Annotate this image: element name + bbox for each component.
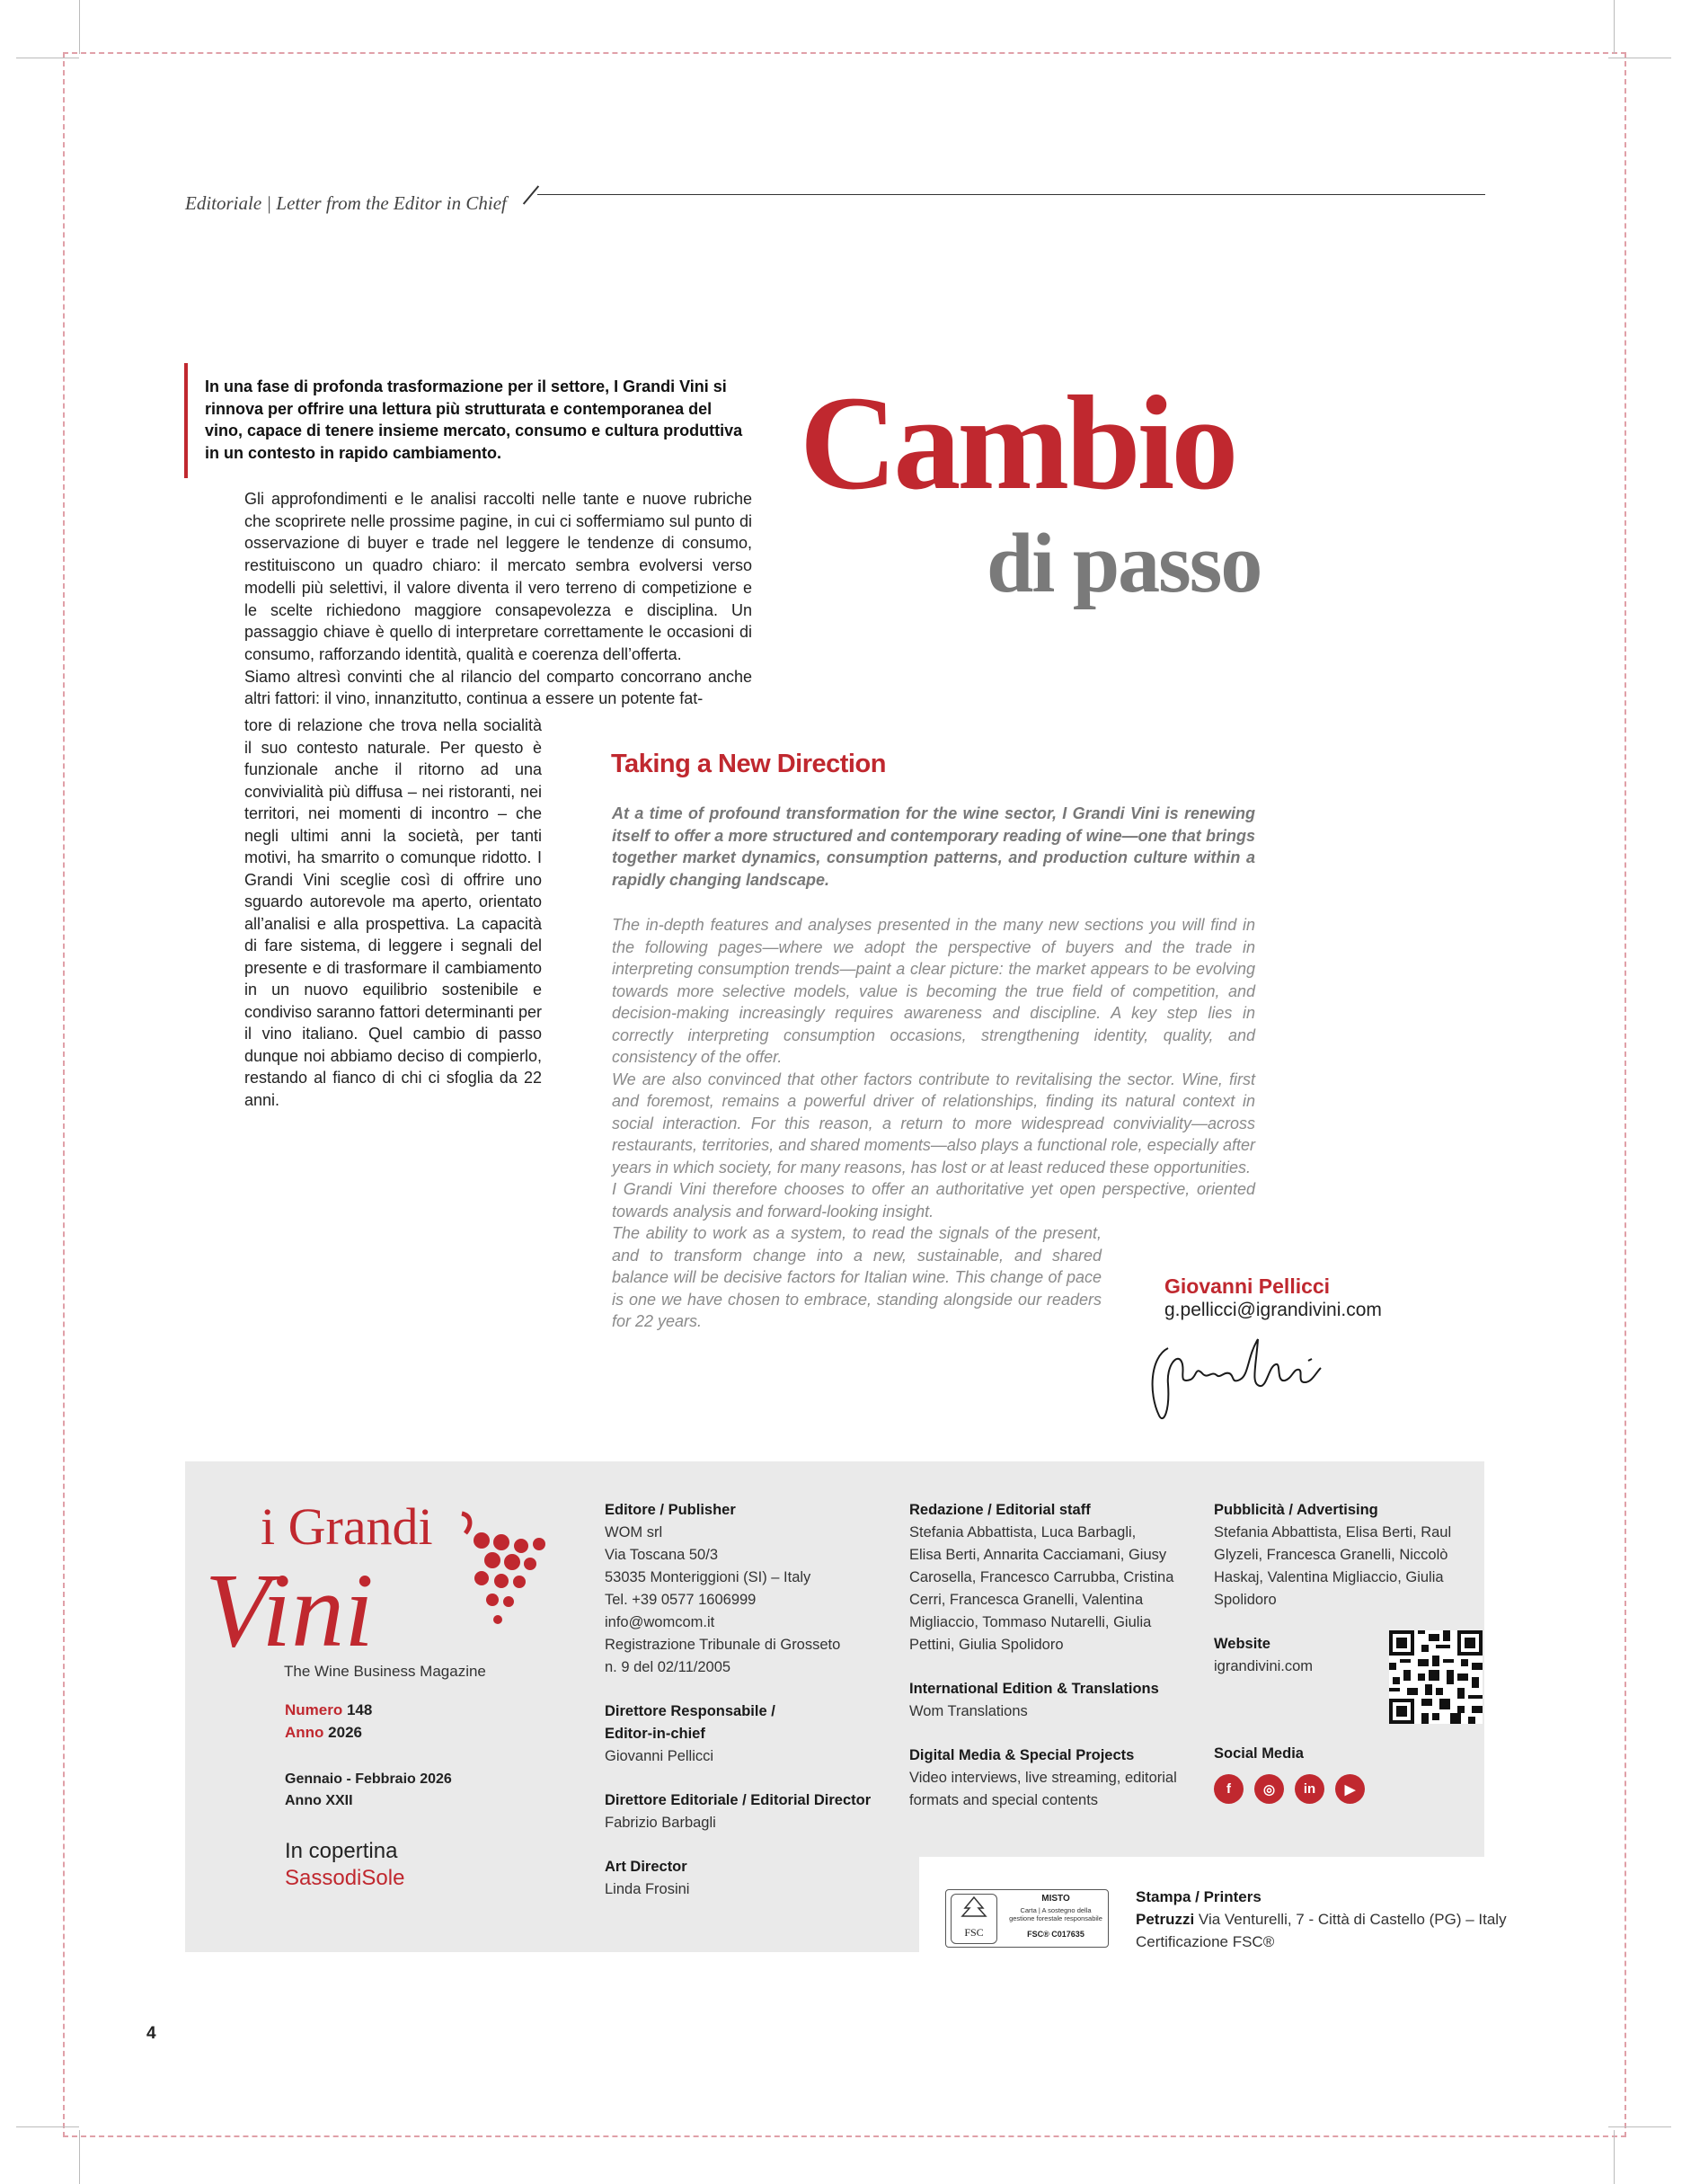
masthead-column-publisher	[605, 1499, 874, 1901]
italian-body-narrow: tore di relazione che trova nella socialità il suo contesto naturale. Per questo è funzionale anche il ritorno ad una convivialità più diffusa – nei ristoranti, nei territori, nei momenti di incontro – che negli ultimi anni la società, per tanti motivi, ha smarrito o comunque ridotto. I Grandi Vini sceglie così di offrire uno sguardo autorevole ma aperto, orientato all’analisi e alla prospettiva. La capacità di fare sistema, di leggere i segnali del presente e di trasformare il cambiamento in un nuovo equilibrio sostenibile e condiviso saranno fattori determinanti per il vino italiano. Quel cambio di passo dunque noi abbiamo deciso di compierlo, restando al fianco di chi ci sfoglia da 22 anni.	[244, 716, 542, 1109]
section-header: Editoriale | Letter from the Editor in Chief	[185, 192, 507, 214]
grape-icon	[462, 1514, 545, 1624]
director-name: Giovanni Pellicci	[605, 1748, 714, 1764]
italian-paragraph-2: Siamo altresì convinti che al rilancio del comparto concorrano anche altri fattori: il vino, innanzitutto, continua a essere un potente fat-	[244, 667, 752, 708]
issue-months: Gennaio - Febbraio 2026	[285, 1771, 452, 1787]
headline-main: Cambio	[800, 368, 1235, 518]
director-heading-1: Direttore Responsabile /	[605, 1703, 775, 1719]
staff-line: Migliaccio, Tommaso Nutarelli, Giulia	[909, 1614, 1152, 1630]
trim-mark	[79, 2130, 80, 2184]
art-director-name: Linda Frosini	[605, 1881, 690, 1897]
english-paragraph-3b: The ability to work as a system, to read the signals of the present, and to transform change into a new, sustainable, and shared balance will be decisive factors for Italian wine. This change of pace is one we have chosen to embrace, standing alongside our readers for 22 years.	[612, 1224, 1102, 1330]
publisher-heading: Editore / Publisher	[605, 1502, 736, 1518]
issue-info	[285, 1699, 372, 1744]
author-email[interactable]: g.pellicci@igrandivini.com	[1164, 1300, 1382, 1320]
header-slash	[523, 185, 539, 204]
instagram-icon[interactable]: ◎	[1254, 1774, 1284, 1804]
editorial-director-name: Fabrizio Barbagli	[605, 1815, 716, 1831]
crop-mark-right	[1624, 52, 1626, 2137]
english-lead: At a time of profound transformation for the wine sector, I Grandi Vini is renewing itself to offer a more structured and contemporary reading of wine—one that brings together market dynamics, consumption patterns, and production culture within a rapidly changing landscape.	[612, 804, 1255, 889]
publisher-line: Via Toscana 50/3	[605, 1547, 718, 1563]
linkedin-icon[interactable]: in	[1295, 1774, 1324, 1804]
website-heading: Website	[1214, 1636, 1270, 1652]
advertising-line: Stefania Abbattista, Elisa Berti, Raul	[1214, 1524, 1452, 1540]
anno-label: Anno	[285, 1724, 324, 1741]
staff-line: Cerri, Francesca Granelli, Valentina	[909, 1592, 1144, 1608]
lead-accent-bar	[184, 363, 188, 478]
issue-period	[285, 1769, 452, 1812]
publisher-line: Registrazione Tribunale di Grosseto	[605, 1637, 841, 1653]
publisher-line: WOM srl	[605, 1524, 663, 1540]
printers-name: Petruzzi	[1136, 1911, 1195, 1928]
advertising-line: Glyzeli, Francesca Granelli, Niccolò	[1214, 1547, 1448, 1563]
crop-mark-left	[63, 52, 65, 2137]
fsc-misto: MISTO	[1041, 1894, 1070, 1904]
issue-year-roman: Anno XXII	[285, 1793, 353, 1808]
printers-heading: Stampa / Printers	[1136, 1888, 1262, 1905]
advertising-heading: Pubblicità / Advertising	[1214, 1502, 1378, 1518]
cover-label: In copertina	[285, 1839, 398, 1863]
fsc-tree-icon	[951, 1894, 997, 1944]
page-number: 4	[146, 2024, 156, 2043]
publisher-line: info@womcom.it	[605, 1614, 715, 1630]
magazine-tagline: The Wine Business Magazine	[284, 1663, 486, 1680]
social-heading: Social Media	[1214, 1745, 1304, 1762]
printers-cert: Certificazione FSC®	[1136, 1933, 1275, 1950]
italian-paragraph-1: Gli approfondimenti e le analisi raccolti nelle tante e nuove rubriche che scoprirete nelle prossime pagine, in cui ci soffermiamo sul punto di osservazione di buyer e trade nel leggere le tendenze di consumo, restituiscono un quadro chiaro: il mercato sembra evolversi verso modelli più selettivi, il valore diventa il vero terreno di competizione e le scelte richiedono maggiore consapevolezza e disciplina. Un passaggio chiave è quello di interpretare correttamente le occasioni di consumo, rafforzando identità, qualità e coerenza dell’offerta.	[244, 490, 752, 663]
numero-label: Numero	[285, 1701, 343, 1718]
staff-line: Pettini, Giulia Spolidoro	[909, 1637, 1064, 1653]
digital-line: formats and special contents	[909, 1792, 1099, 1808]
digital-line: Video interviews, live streaming, editorial	[909, 1770, 1177, 1786]
logo-line-2: Vini	[205, 1551, 374, 1668]
logo-line-1: i Grandi	[261, 1497, 433, 1556]
publisher-line: 53035 Monteriggioni (SI) – Italy	[605, 1569, 811, 1585]
advertising-line: Haskaj, Valentina Migliaccio, Giulia	[1214, 1569, 1444, 1585]
english-paragraph-2: We are also convinced that other factors contribute to revitalising the sector. Wine, first and foremost, remains a powerful driver of relationships, finding its natural context in social interaction. For this reason, a return to more widespread conviviality—across restaurants, territories, and shared moments—also plays a functional role, especially after years in which society, for many reasons, has lost or at least reduced these opportunities.	[612, 1070, 1255, 1176]
english-paragraph-3: I Grandi Vini therefore chooses to offer an authoritative yet open perspective, oriented towards analysis and forward-looking insight.	[612, 1180, 1255, 1221]
staff-line: Stefania Abbattista, Luca Barbagli,	[909, 1524, 1137, 1540]
trim-mark	[1614, 2130, 1615, 2184]
magazine-logo	[196, 1488, 555, 1673]
anno-value: 2026	[328, 1724, 362, 1741]
headline-sub: di passo	[987, 517, 1262, 610]
fsc-code: FSC® C017635	[1027, 1930, 1084, 1939]
website-link[interactable]: igrandivini.com	[1214, 1658, 1314, 1674]
english-title: Taking a New Direction	[611, 750, 886, 778]
trim-mark	[1614, 0, 1615, 54]
publisher-line: n. 9 del 02/11/2005	[605, 1659, 731, 1675]
signature	[1141, 1330, 1339, 1434]
staff-line: Carosella, Francesco Carrubba, Cristina	[909, 1569, 1174, 1585]
social-icons	[1214, 1774, 1365, 1804]
editorial-director-heading: Direttore Editoriale / Editorial Director	[605, 1792, 872, 1808]
crop-mark-bottom	[63, 2135, 1626, 2137]
qr-code-icon[interactable]	[1389, 1630, 1483, 1724]
printers-info	[1136, 1886, 1507, 1953]
international-heading: International Edition & Translations	[909, 1681, 1159, 1697]
fsc-mark: FSC	[964, 1926, 984, 1939]
crop-mark-top	[63, 52, 1626, 54]
english-paragraph-1: The in-depth features and analyses presented in the many new sections you will find in the following pages—where we adopt the perspective of buyers and the trade in interpreting consumption trends—paint a clear picture: the market appears to be evolving towards more selective models, value is becoming the true field of competition, and decision-making increasingly requires awareness and discipline. A key step lies in correctly interpreting consumption occasions, strengthening identity, quality, and consistency of the offer.	[612, 916, 1255, 1066]
printers-address: Via Venturelli, 7 - Città di Castello (PG) – Italy	[1198, 1911, 1507, 1928]
international-value: Wom Translations	[909, 1703, 1028, 1719]
trim-mark	[79, 0, 80, 54]
facebook-icon[interactable]: f	[1214, 1774, 1244, 1804]
director-heading-2: Editor-in-chief	[605, 1726, 705, 1742]
masthead-column-staff	[909, 1499, 1206, 1812]
staff-heading: Redazione / Editorial staff	[909, 1502, 1091, 1518]
publisher-line: Tel. +39 0577 1606999	[605, 1592, 757, 1608]
italian-body-wide	[244, 488, 752, 710]
cover-value: SassodiSole	[285, 1866, 405, 1890]
trim-mark	[16, 2126, 79, 2127]
numero-value: 148	[346, 1701, 373, 1718]
staff-line: Elisa Berti, Annarita Cacciamani, Giusy	[909, 1547, 1167, 1563]
author-name: Giovanni Pellicci	[1164, 1274, 1331, 1298]
fsc-description: Carta | A sostegno della gestione forestale responsabile	[1009, 1906, 1102, 1922]
digital-heading: Digital Media & Special Projects	[909, 1747, 1135, 1763]
header-rule	[537, 194, 1485, 195]
fsc-label	[945, 1889, 1109, 1948]
advertising-line: Spolidoro	[1214, 1592, 1277, 1608]
italian-lead: In una fase di profonda trasformazione per il settore, I Grandi Vini si rinnova per offrire una lettura più strutturata e contemporanea del vino, capace di tenere insieme mercato, consumo e cultura produttiva in un contesto in rapido cambiamento.	[205, 377, 743, 462]
art-director-heading: Art Director	[605, 1859, 687, 1875]
youtube-icon[interactable]: ▶	[1335, 1774, 1365, 1804]
english-body	[612, 914, 1255, 1333]
trim-mark	[1608, 2126, 1671, 2127]
